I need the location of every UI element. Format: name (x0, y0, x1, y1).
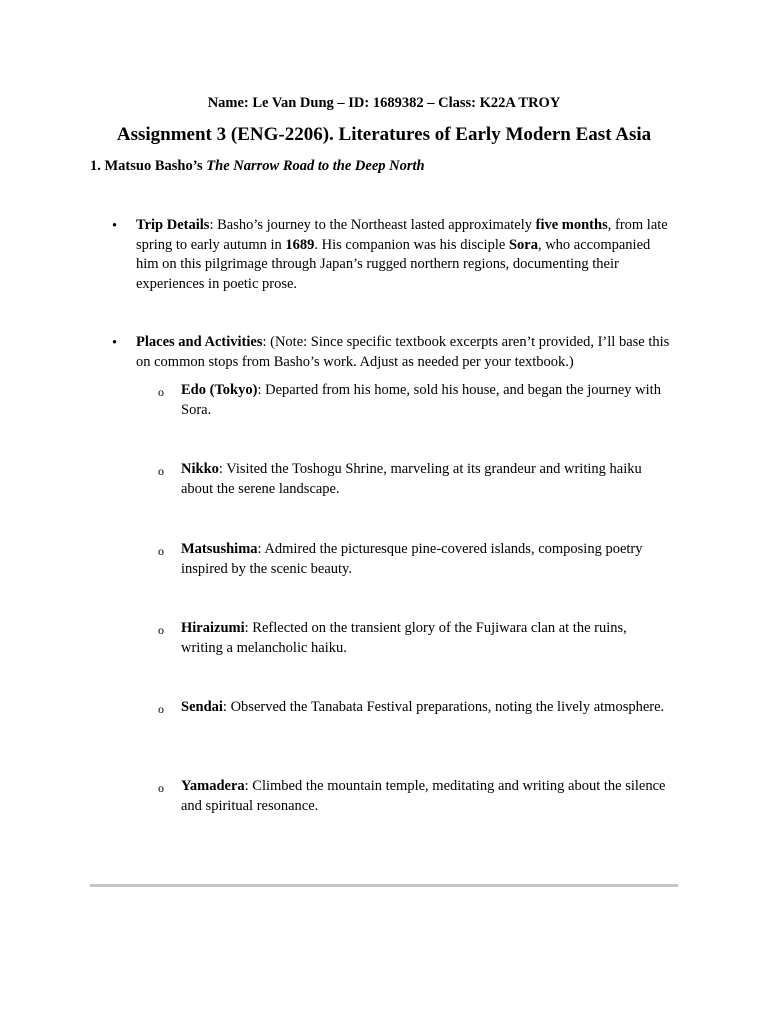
trip-details-label: Trip Details (136, 217, 210, 233)
bullet-marker: • (112, 335, 118, 351)
list-item (181, 540, 671, 579)
place-activity: : Climbed the mountain temple, meditating and writing about the silence and spiritual resonance. (181, 778, 666, 814)
place-activity: : Observed the Tanabata Festival preparations, noting the lively atmosphere. (222, 699, 665, 715)
place-activity: : Visited the Toshogu Shrine, marveling at its grandeur and writing haiku about the serene landscape. (181, 461, 642, 497)
sub-bullet-marker: o (158, 385, 164, 399)
places-activities-label: Places and Activities (136, 334, 263, 350)
list-item (181, 619, 671, 658)
sub-bullet-marker: o (158, 702, 164, 716)
list-item (181, 698, 671, 718)
place-name: Hiraizumi (181, 620, 245, 636)
place-activity: : Reflected on the transient glory of the Fujiwara clan at the ruins, writing a melancholic haiku. (181, 620, 627, 656)
trip-text-1: : Basho’s journey to the Northeast lasted approximately (209, 217, 536, 233)
list-item (181, 460, 671, 499)
trip-companion: Sora (508, 236, 538, 253)
work-title: The Narrow Road to the Deep North (206, 158, 425, 174)
section-number-author: 1. Matsuo Basho’s (90, 158, 207, 174)
place-activity: : Departed from his home, sold his house, and began the journey with Sora. (181, 382, 661, 418)
place-activity: : Admired the picturesque pine-covered islands, composing poetry inspired by the scenic beauty. (181, 541, 643, 577)
places-note: : (Note: Since specific textbook excerpts aren’t provided, I’ll base this on common stops from Basho’s work. Adjust as needed per your textbook.) (136, 334, 670, 370)
section-heading (90, 156, 425, 176)
trip-duration: five months (535, 217, 608, 233)
place-name: Edo (Tokyo) (181, 382, 258, 398)
place-name: Yamadera (181, 778, 245, 794)
list-item (181, 777, 671, 816)
place-name: Nikko (181, 461, 219, 477)
trip-details-paragraph (136, 216, 671, 294)
place-name: Sendai (181, 699, 223, 715)
places-activities-paragraph (136, 333, 671, 372)
sub-bullet-marker: o (158, 781, 164, 795)
sub-bullet-marker: o (158, 623, 164, 637)
list-item (181, 381, 671, 420)
bullet-marker: • (112, 218, 118, 234)
place-name: Matsushima (181, 541, 258, 557)
student-info-line: Name: Le Van Dung – ID: 1689382 – Class: K22A TROY (207, 95, 561, 111)
assignment-title: Assignment 3 (ENG-2206). Literatures of Early Modern East Asia (116, 124, 652, 145)
trip-text-2: , from late spring to early autumn in (136, 217, 668, 253)
sub-bullet-marker: o (158, 464, 164, 478)
trip-year: 1689 (285, 236, 315, 253)
horizontal-divider (90, 884, 678, 887)
sub-bullet-marker: o (158, 544, 164, 558)
trip-text-3: . His companion was his disciple (314, 236, 509, 253)
trip-text-4: , who accompanied him on this pilgrimage through Japan’s rugged northern regions, documenting their experiences in poetic prose. (136, 236, 651, 292)
